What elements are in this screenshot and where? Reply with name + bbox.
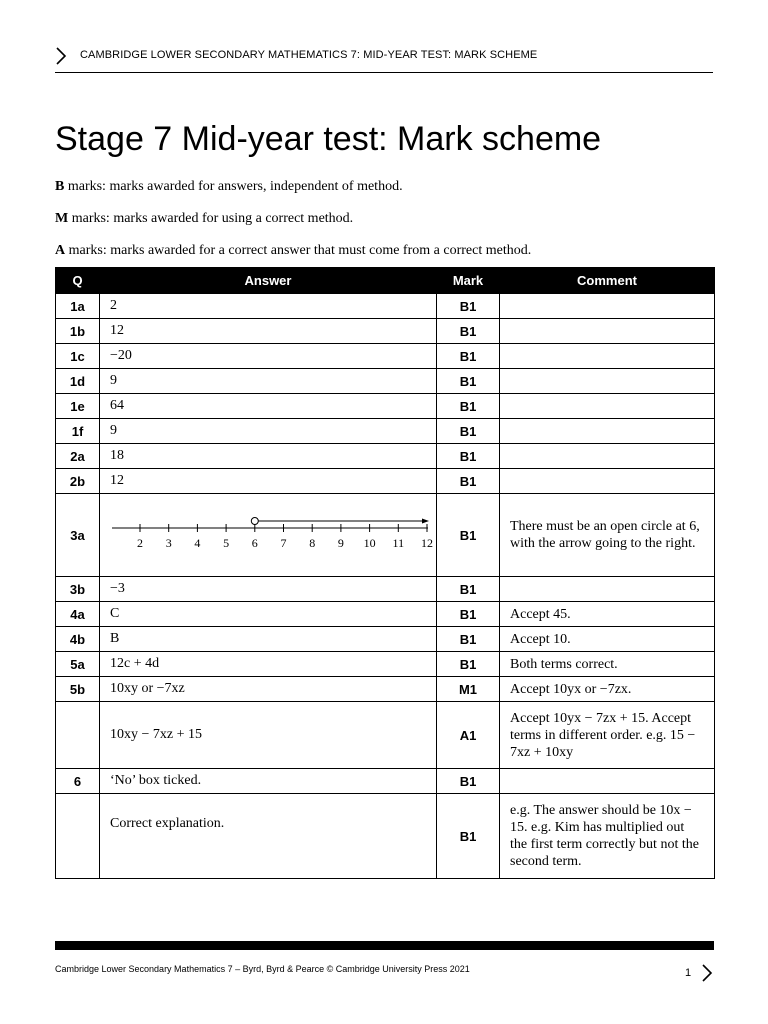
mark-cell: B1 bbox=[437, 444, 500, 469]
comment-cell: Accept 10. bbox=[500, 627, 715, 652]
table-row bbox=[56, 652, 715, 677]
question-number: 1e bbox=[56, 394, 100, 419]
table-header-row bbox=[56, 268, 715, 294]
answer-cell: 12c + 4d bbox=[100, 652, 437, 677]
comment-cell bbox=[500, 419, 715, 444]
mark-cell: B1 bbox=[437, 494, 500, 577]
table-row bbox=[56, 602, 715, 627]
note-a-marks bbox=[55, 243, 531, 259]
table-row bbox=[56, 319, 715, 344]
note-text: marks: marks awarded for using a correct method. bbox=[68, 211, 354, 226]
footer-rule bbox=[55, 941, 714, 950]
question-number: 1c bbox=[56, 344, 100, 369]
question-number: 4a bbox=[56, 602, 100, 627]
number-line-tick-label: 3 bbox=[165, 535, 172, 550]
answer-cell: 9 bbox=[100, 419, 437, 444]
question-number: 2a bbox=[56, 444, 100, 469]
page-title: Stage 7 Mid-year test: Mark scheme bbox=[55, 120, 602, 158]
number-line-tick-label: 7 bbox=[280, 535, 287, 550]
question-number: 3a bbox=[56, 494, 100, 577]
comment-cell bbox=[500, 369, 715, 394]
header-q: Q bbox=[56, 268, 100, 294]
number-line-tick-label: 9 bbox=[337, 535, 344, 550]
number-line bbox=[110, 508, 433, 558]
answer-cell: B bbox=[100, 627, 437, 652]
note-letter: B bbox=[55, 179, 65, 194]
answer-cell: 18 bbox=[100, 444, 437, 469]
arrow-head-icon bbox=[422, 518, 429, 523]
table-row bbox=[56, 494, 715, 577]
answer-cell: C bbox=[100, 602, 437, 627]
table-row bbox=[56, 369, 715, 394]
answer-cell: 64 bbox=[100, 394, 437, 419]
answer-cell: 10xy or −7xz bbox=[100, 677, 437, 702]
table-row bbox=[56, 344, 715, 369]
answer-cell: 9 bbox=[100, 369, 437, 394]
mark-cell: A1 bbox=[437, 702, 500, 769]
table-row bbox=[56, 469, 715, 494]
note-text: marks: marks awarded for answers, independent of method. bbox=[64, 179, 403, 194]
table-row bbox=[56, 677, 715, 702]
note-letter: A bbox=[55, 243, 66, 258]
comment-cell bbox=[500, 344, 715, 369]
comment-cell: Accept 45. bbox=[500, 602, 715, 627]
comment-cell: There must be an open circle at 6, with the arrow going to the right. bbox=[500, 494, 715, 577]
mark-cell: M1 bbox=[437, 677, 500, 702]
comment-cell bbox=[500, 394, 715, 419]
table-row bbox=[56, 444, 715, 469]
question-number: 4b bbox=[56, 627, 100, 652]
answer-cell: 12 bbox=[100, 319, 437, 344]
mark-cell: B1 bbox=[437, 469, 500, 494]
answer-cell: ‘No’ box ticked. bbox=[100, 769, 437, 794]
mark-cell: B1 bbox=[437, 577, 500, 602]
answer-cell: Correct explanation. bbox=[100, 794, 437, 879]
number-line-tick-label: 8 bbox=[309, 535, 316, 550]
comment-cell bbox=[500, 444, 715, 469]
table-row bbox=[56, 769, 715, 794]
mark-cell: B1 bbox=[437, 769, 500, 794]
answer-cell: 2 bbox=[100, 294, 437, 319]
question-number: 5a bbox=[56, 652, 100, 677]
chevron-right-icon[interactable] bbox=[701, 963, 713, 983]
note-b-marks bbox=[55, 179, 403, 195]
comment-cell bbox=[500, 577, 715, 602]
mark-cell: B1 bbox=[437, 294, 500, 319]
mark-cell: B1 bbox=[437, 394, 500, 419]
chevron-right-icon bbox=[55, 46, 67, 66]
question-number: 1b bbox=[56, 319, 100, 344]
comment-cell: Accept 10yx − 7zx + 15. Accept terms in different order. e.g. 15 − 7xz + 10xy bbox=[500, 702, 715, 769]
answer-cell-number-line bbox=[100, 494, 437, 577]
table-row bbox=[56, 419, 715, 444]
number-line-tick-label: 4 bbox=[194, 535, 201, 550]
running-header bbox=[55, 44, 713, 73]
note-text: marks: marks awarded for a correct answer that must come from a correct method. bbox=[65, 243, 532, 258]
header-answer: Answer bbox=[100, 268, 437, 294]
table-row bbox=[56, 794, 715, 879]
question-number: 3b bbox=[56, 577, 100, 602]
table-row bbox=[56, 577, 715, 602]
question-number: 1a bbox=[56, 294, 100, 319]
page-number: 1 bbox=[685, 967, 692, 979]
number-line-tick-label: 5 bbox=[223, 535, 230, 550]
answer-cell: 10xy − 7xz + 15 bbox=[100, 702, 437, 769]
mark-cell: B1 bbox=[437, 319, 500, 344]
number-line-tick-label: 2 bbox=[137, 535, 143, 550]
mark-cell: B1 bbox=[437, 419, 500, 444]
table-row bbox=[56, 294, 715, 319]
comment-cell bbox=[500, 769, 715, 794]
comment-cell: Accept 10yx or −7zx. bbox=[500, 677, 715, 702]
running-title: CAMBRIDGE LOWER SECONDARY MATHEMATICS 7: MID-YEAR TEST: MARK SCHEME bbox=[80, 49, 538, 61]
answer-cell: −20 bbox=[100, 344, 437, 369]
mark-cell: B1 bbox=[437, 794, 500, 879]
open-circle-icon bbox=[251, 517, 258, 524]
number-line-tick-label: 12 bbox=[421, 535, 433, 550]
header-comment: Comment bbox=[500, 268, 715, 294]
table-row bbox=[56, 394, 715, 419]
question-number: 6 bbox=[56, 769, 100, 794]
table-row bbox=[56, 702, 715, 769]
comment-cell bbox=[500, 319, 715, 344]
mark-cell: B1 bbox=[437, 602, 500, 627]
mark-cell: B1 bbox=[437, 344, 500, 369]
note-letter: M bbox=[55, 211, 69, 226]
number-line-tick-label: 6 bbox=[251, 535, 258, 550]
comment-cell: Both terms correct. bbox=[500, 652, 715, 677]
mark-cell: B1 bbox=[437, 652, 500, 677]
number-line-tick-label: 11 bbox=[392, 535, 405, 550]
question-number: 2b bbox=[56, 469, 100, 494]
question-number: 5b bbox=[56, 677, 100, 702]
comment-cell bbox=[500, 469, 715, 494]
mark-cell: B1 bbox=[437, 627, 500, 652]
note-m-marks bbox=[55, 211, 353, 227]
comment-cell bbox=[500, 294, 715, 319]
number-line-tick-label: 10 bbox=[363, 535, 376, 550]
answer-cell: −3 bbox=[100, 577, 437, 602]
question-number bbox=[56, 794, 100, 879]
question-number bbox=[56, 702, 100, 769]
question-number: 1d bbox=[56, 369, 100, 394]
mark-cell: B1 bbox=[437, 369, 500, 394]
answer-cell: 12 bbox=[100, 469, 437, 494]
table-row bbox=[56, 627, 715, 652]
comment-cell: e.g. The answer should be 10x − 15. e.g. Kim has multiplied out the first term correctly but not the second term. bbox=[500, 794, 715, 879]
header-mark: Mark bbox=[437, 268, 500, 294]
mark-scheme-table bbox=[55, 267, 715, 879]
question-number: 1f bbox=[56, 419, 100, 444]
footer-copyright: Cambridge Lower Secondary Mathematics 7 – Byrd, Byrd & Pearce © Cambridge University Press 2021 bbox=[55, 964, 470, 974]
